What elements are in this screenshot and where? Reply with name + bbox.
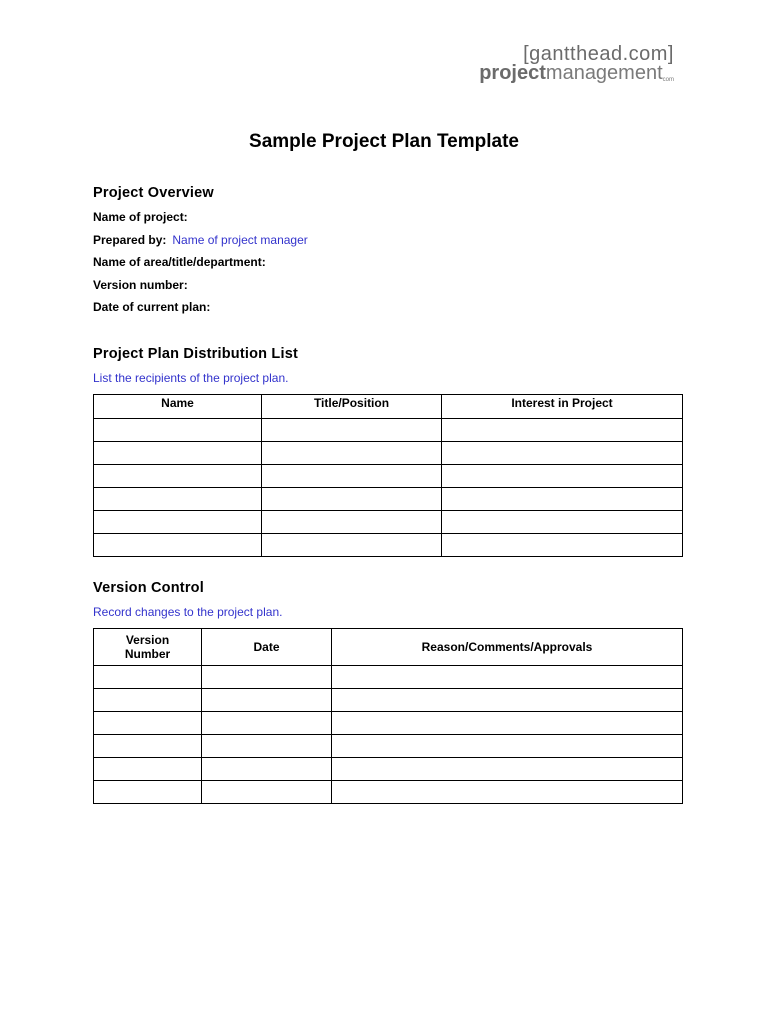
table-row bbox=[94, 735, 683, 758]
field-label: Prepared by bbox=[93, 233, 163, 247]
field-label: Version number: bbox=[93, 278, 188, 292]
column-header-reason: Reason/Comments/Approvals bbox=[332, 629, 683, 666]
table-cell[interactable] bbox=[94, 689, 202, 712]
gantthead-logo bbox=[479, 44, 674, 83]
table-cell[interactable] bbox=[94, 511, 262, 534]
table-cell[interactable] bbox=[94, 666, 202, 689]
field-prepared-by: Prepared by: Name of project manager bbox=[93, 233, 308, 247]
document-title: Sample Project Plan Template bbox=[249, 131, 519, 152]
table-row bbox=[94, 758, 683, 781]
field-date-of-current-plan bbox=[93, 300, 210, 314]
table-cell[interactable] bbox=[262, 465, 442, 488]
logo-wordmark-suffix: com bbox=[662, 77, 674, 83]
table-cell[interactable] bbox=[202, 781, 332, 804]
table-row bbox=[94, 419, 683, 442]
table-cell[interactable] bbox=[442, 488, 683, 511]
table-cell[interactable] bbox=[202, 712, 332, 735]
table-cell[interactable] bbox=[94, 419, 262, 442]
column-header-name: Name bbox=[94, 395, 262, 419]
distribution-list-heading: Project Plan Distribution List bbox=[93, 346, 298, 362]
project-overview-heading: Project Overview bbox=[93, 185, 214, 201]
field-value: Name of project manager bbox=[172, 233, 308, 247]
table-row bbox=[94, 465, 683, 488]
field-version-number bbox=[93, 278, 188, 292]
logo-wordmark-light: management bbox=[545, 62, 663, 84]
logo-domain-text: [gantthead.com] bbox=[523, 43, 674, 65]
table-cell[interactable] bbox=[202, 666, 332, 689]
table-cell[interactable] bbox=[262, 419, 442, 442]
table-cell[interactable] bbox=[94, 488, 262, 511]
table-cell[interactable] bbox=[262, 534, 442, 557]
logo-wordmark bbox=[479, 63, 674, 83]
version-control-heading: Version Control bbox=[93, 580, 204, 596]
table-cell[interactable] bbox=[442, 419, 683, 442]
table-cell[interactable] bbox=[94, 758, 202, 781]
version-control-table bbox=[93, 628, 683, 804]
table-cell[interactable] bbox=[332, 689, 683, 712]
table-row bbox=[94, 689, 683, 712]
distribution-table bbox=[93, 394, 683, 557]
table-row bbox=[94, 712, 683, 735]
table-row bbox=[94, 781, 683, 804]
table-cell[interactable] bbox=[332, 758, 683, 781]
field-label: Date of current plan: bbox=[93, 300, 211, 314]
table-cell[interactable] bbox=[442, 534, 683, 557]
table-row bbox=[94, 511, 683, 534]
logo-wordmark-bold: project bbox=[479, 62, 546, 84]
table-row bbox=[94, 534, 683, 557]
field-name-of-project bbox=[93, 210, 188, 224]
table-cell[interactable] bbox=[202, 735, 332, 758]
table-header-row bbox=[94, 629, 683, 666]
column-header-interest: Interest in Project bbox=[442, 395, 683, 419]
table-cell[interactable] bbox=[442, 511, 683, 534]
table-cell[interactable] bbox=[332, 666, 683, 689]
table-cell[interactable] bbox=[94, 442, 262, 465]
column-header-date: Date bbox=[202, 629, 332, 666]
table-cell[interactable] bbox=[94, 465, 262, 488]
table-cell[interactable] bbox=[262, 511, 442, 534]
field-label: Name of project: bbox=[93, 210, 188, 224]
table-row bbox=[94, 488, 683, 511]
table-cell[interactable] bbox=[94, 735, 202, 758]
table-cell[interactable] bbox=[262, 442, 442, 465]
table-cell[interactable] bbox=[262, 488, 442, 511]
distribution-instruction: List the recipients of the project plan. bbox=[93, 371, 289, 385]
table-cell[interactable] bbox=[332, 735, 683, 758]
column-header-title-position: Title/Position bbox=[262, 395, 442, 419]
field-area-title-department bbox=[93, 255, 266, 269]
table-row bbox=[94, 442, 683, 465]
column-header-version-number: Version Number bbox=[94, 629, 202, 666]
table-cell[interactable] bbox=[202, 689, 332, 712]
table-cell[interactable] bbox=[442, 442, 683, 465]
field-label: Name of area/title/department: bbox=[93, 255, 266, 269]
table-cell[interactable] bbox=[94, 781, 202, 804]
version-control-instruction: Record changes to the project plan. bbox=[93, 605, 283, 619]
table-cell[interactable] bbox=[332, 712, 683, 735]
table-cell[interactable] bbox=[332, 781, 683, 804]
table-cell[interactable] bbox=[94, 534, 262, 557]
table-cell[interactable] bbox=[202, 758, 332, 781]
table-header-row bbox=[94, 395, 683, 419]
table-cell[interactable] bbox=[94, 712, 202, 735]
table-cell[interactable] bbox=[442, 465, 683, 488]
table-row bbox=[94, 666, 683, 689]
